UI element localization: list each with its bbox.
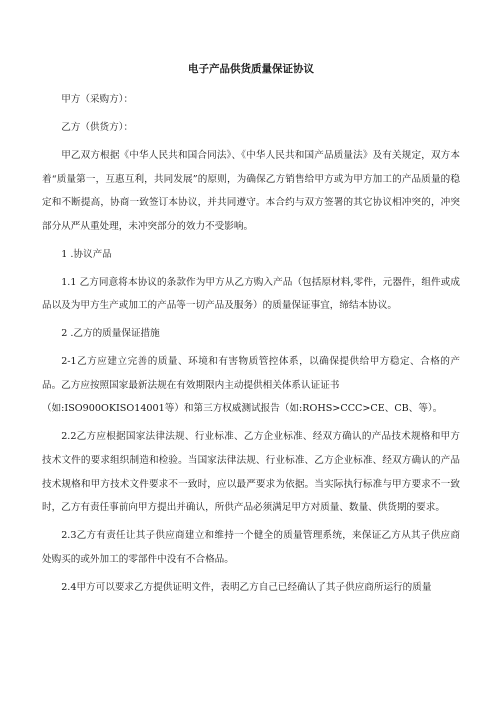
intro-paragraph: 甲乙双方根据《中华人民共和国合同法》、《中华人民共和国产品质量法》及有关规定，双方本着“质量第一，互惠互利，共同发展”的原则，为确保乙方销售给甲方或为甲方加工的产品质量的稳定和不断提高，协商一致签订本协议，并共同遵守。本合约与双方签署的其它协议相冲突的，冲突部分从严从重处理，未冲突部分的效力不受影响。 <box>42 149 460 232</box>
party-b-line: 乙方（供货方）： <box>61 121 134 133</box>
section-1-heading: 1 .协议产品 <box>61 248 112 260</box>
clause-2-2: 2.2乙方应根据国家法律法规、行业标准、乙方企业标准、经双方确认的产品技术规格和甲方技术文件的要求组织制造和检验。当国家法律法规、行业标准、乙方企业标准、经双方确认的产品技术规格和甲方技术文件要求不一致时，应以最严要求为依据。当实际执行标准与甲方要求不一致时，乙方有责任事前向甲方提出并确认，所供产品必须满足甲方对质量、数量、供货期的要求。 <box>42 431 460 514</box>
document-title: 电子产品供货质量保证协议 <box>188 63 314 75</box>
clause-2-1-certificates: （如:ISO900OKISO14001等）和第三方权威测试报告（如:ROHS>CCC>CE、CB、等）。 <box>42 403 443 415</box>
clause-2-4: 2.4甲方可以要求乙方提供证明文件，表明乙方自己已经确认了其子供应商所运行的质量 <box>61 581 432 593</box>
document-page <box>42 62 460 604</box>
section-2-heading: 2 .乙方的质量保证措施 <box>61 328 160 340</box>
party-a-line: 甲方（采购方）： <box>61 94 134 105</box>
clause-2-1: 2-1乙方应建立完善的质量、环境和有害物质管控体系，以确保提供给甲方稳定、合格的产品。乙方应按照国家最新法规在有效期限内主动提供相关体系认证证书 <box>42 356 460 391</box>
clause-2-3: 2.3乙方有责任让其子供应商建立和维持一个健全的质量管理系统，来保证乙方从其子供应商处购买的或外加工的零部件中没有不合格品。 <box>42 530 460 565</box>
clause-1-1: 1.1 乙方同意将本协议的条款作为甲方从乙方购入产品（包括原材料,零件，元器件，组件或成品以及为甲方生产或加工的产品等一切产品及服务）的质量保证事宜，缔结本协议。 <box>42 276 460 312</box>
